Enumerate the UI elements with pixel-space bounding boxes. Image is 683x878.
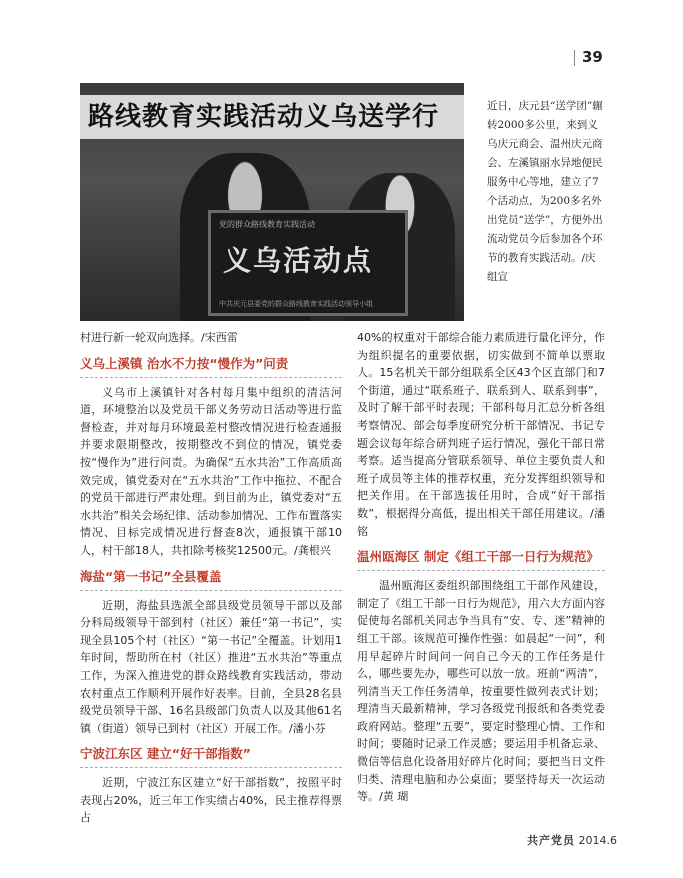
magazine-issue: 2014.6 bbox=[578, 834, 617, 847]
photo-plaque bbox=[208, 210, 408, 316]
plaque-top-text: 党的群众路线教育实践活动 bbox=[219, 220, 315, 229]
page-number: 39 bbox=[582, 48, 603, 66]
article-title-wenzhou: 温州瓯海区 制定《组工干部一日行为规范》 bbox=[357, 546, 605, 571]
article-title-yiwu: 义乌上溪镇 治水不力按“慢作为”问责 bbox=[80, 353, 342, 378]
photo-banner: 路线教育实践活动义乌送学行 bbox=[80, 95, 464, 139]
article-title-ningbo: 宁波江东区 建立“好干部指数” bbox=[80, 743, 342, 768]
magazine-brand: 共产党员 bbox=[527, 834, 575, 847]
plaque-sub-text: 中共庆元县委党的群众路线教育实践活动领导小组 bbox=[219, 300, 373, 308]
article-body-haiyan: 近期，海盐县选派全部县级党员领导干部以及部分科局级领导干部到村（社区）兼任“第一书记”，实现全县105个村（社区）“第一书记”全覆盖。计划用1年时间，帮助所在村（社区）推进“五水共治”等重点工作，为深入推进党的群众路线教育实践活动，带动农村重点工作顺利开展作好表率。目前，全县28名县级党员领导干部、16名县级部门负责人以及其他61名镇（街道）领导已到村（社区）开展工作。/潘小芬 bbox=[80, 598, 342, 735]
left-lead-text: 村进行新一轮双向选择。/宋西雷 bbox=[80, 331, 238, 344]
page-footer bbox=[527, 832, 617, 848]
article-title-haiyan: 海盐“第一书记”全县覆盖 bbox=[80, 566, 342, 591]
plaque-main-text: 义乌活动点 bbox=[223, 244, 374, 277]
article-body-yiwu: 义乌市上溪镇针对各村每月集中组织的清洁河道，环境整治以及党员干部义务劳动日活动等进行监督检查，并对每月环境最差村整改情况进行检查通报并要求限期整改，按期整改不到位的情况，镇党委按“慢作为”进行问责。为确保“五水共治”工作高质高效完成，镇党委对在“五水共治”工作中拖拉、不配合的党员干部进行严肃处理。到目前为止，镇党委对“五水共治”相关会场纪律、活动参加情况、工作布置落实情况、目标完成情况进行督查8次，通报镇干部10人，村干部18人，共扣除考核奖12500元。/龚根兴 bbox=[80, 385, 342, 557]
photo-caption: 近日，庆元县“送学团”辗转2000多公里，来到义乌庆元商会、温州庆元商会、左溪镇丽水异地便民服务中心等地，建立了7个活动点，为200多名外出党员“送学”，方便外出流动党员今后参加各个环节的教育实践活动。/庆组宣 bbox=[487, 100, 603, 283]
page-number-divider bbox=[574, 50, 575, 66]
right-lead-text: 40%的权重对干部综合能力素质进行量化评分，作为组织提名的重要依据，切实做到不简单以票取人。15名机关干部分组联系全区43个区直部门和7个街道，通过“联系班子、联系到人、联系到事”，及时了解干部平时表现；干部科每月汇总分析各组考察情况、部会每季度研究分析干部情况、书记专题会议每年综合研判班子运行情况，强化干部日常考察。适当提高分管联系领导、单位主要负责人和班子成员等主体的推荐权重，充分发挥组织领导和把关作用。在干部选拔任用时，合成“好干部指数”，根据得分高低，提出相关干部任用建议。/潘 铭 bbox=[357, 331, 605, 538]
left-column bbox=[80, 329, 342, 827]
right-column bbox=[357, 329, 605, 806]
article-body-ningbo: 近期，宁波江东区建立“好干部指数”，按照平时表现占20%，近三年工作实绩占40%，民主推荐得票占 bbox=[80, 776, 342, 825]
news-photo bbox=[80, 83, 464, 321]
article-body-wenzhou: 温州瓯海区委组织部围绕组工干部作风建设，制定了《组工干部一日行为规范》，用六大方面内容促使每名部机关同志争当具有“安、专、迷”精神的组工干部。该规范可操作性强：如晨起“一问”，利用早起碎片时间问一问自己今天的工作任务是什么，哪些要先办，哪些可以放一放。班前“两清”，列清当天工作任务清单，按重要性做列表式计划；理清当天最新精神，学习各级党刊报纸和各类党委政府网站。整理“五要”，要定时整理心情、工作和时间；要随时记录工作灵感；要运用手机备忘录、微信等信息化设备用好碎片化时间；要把当日文件归类、清理电脑和办公桌面；要坚持每天一次运动等。/黄 瑚 bbox=[357, 579, 605, 804]
